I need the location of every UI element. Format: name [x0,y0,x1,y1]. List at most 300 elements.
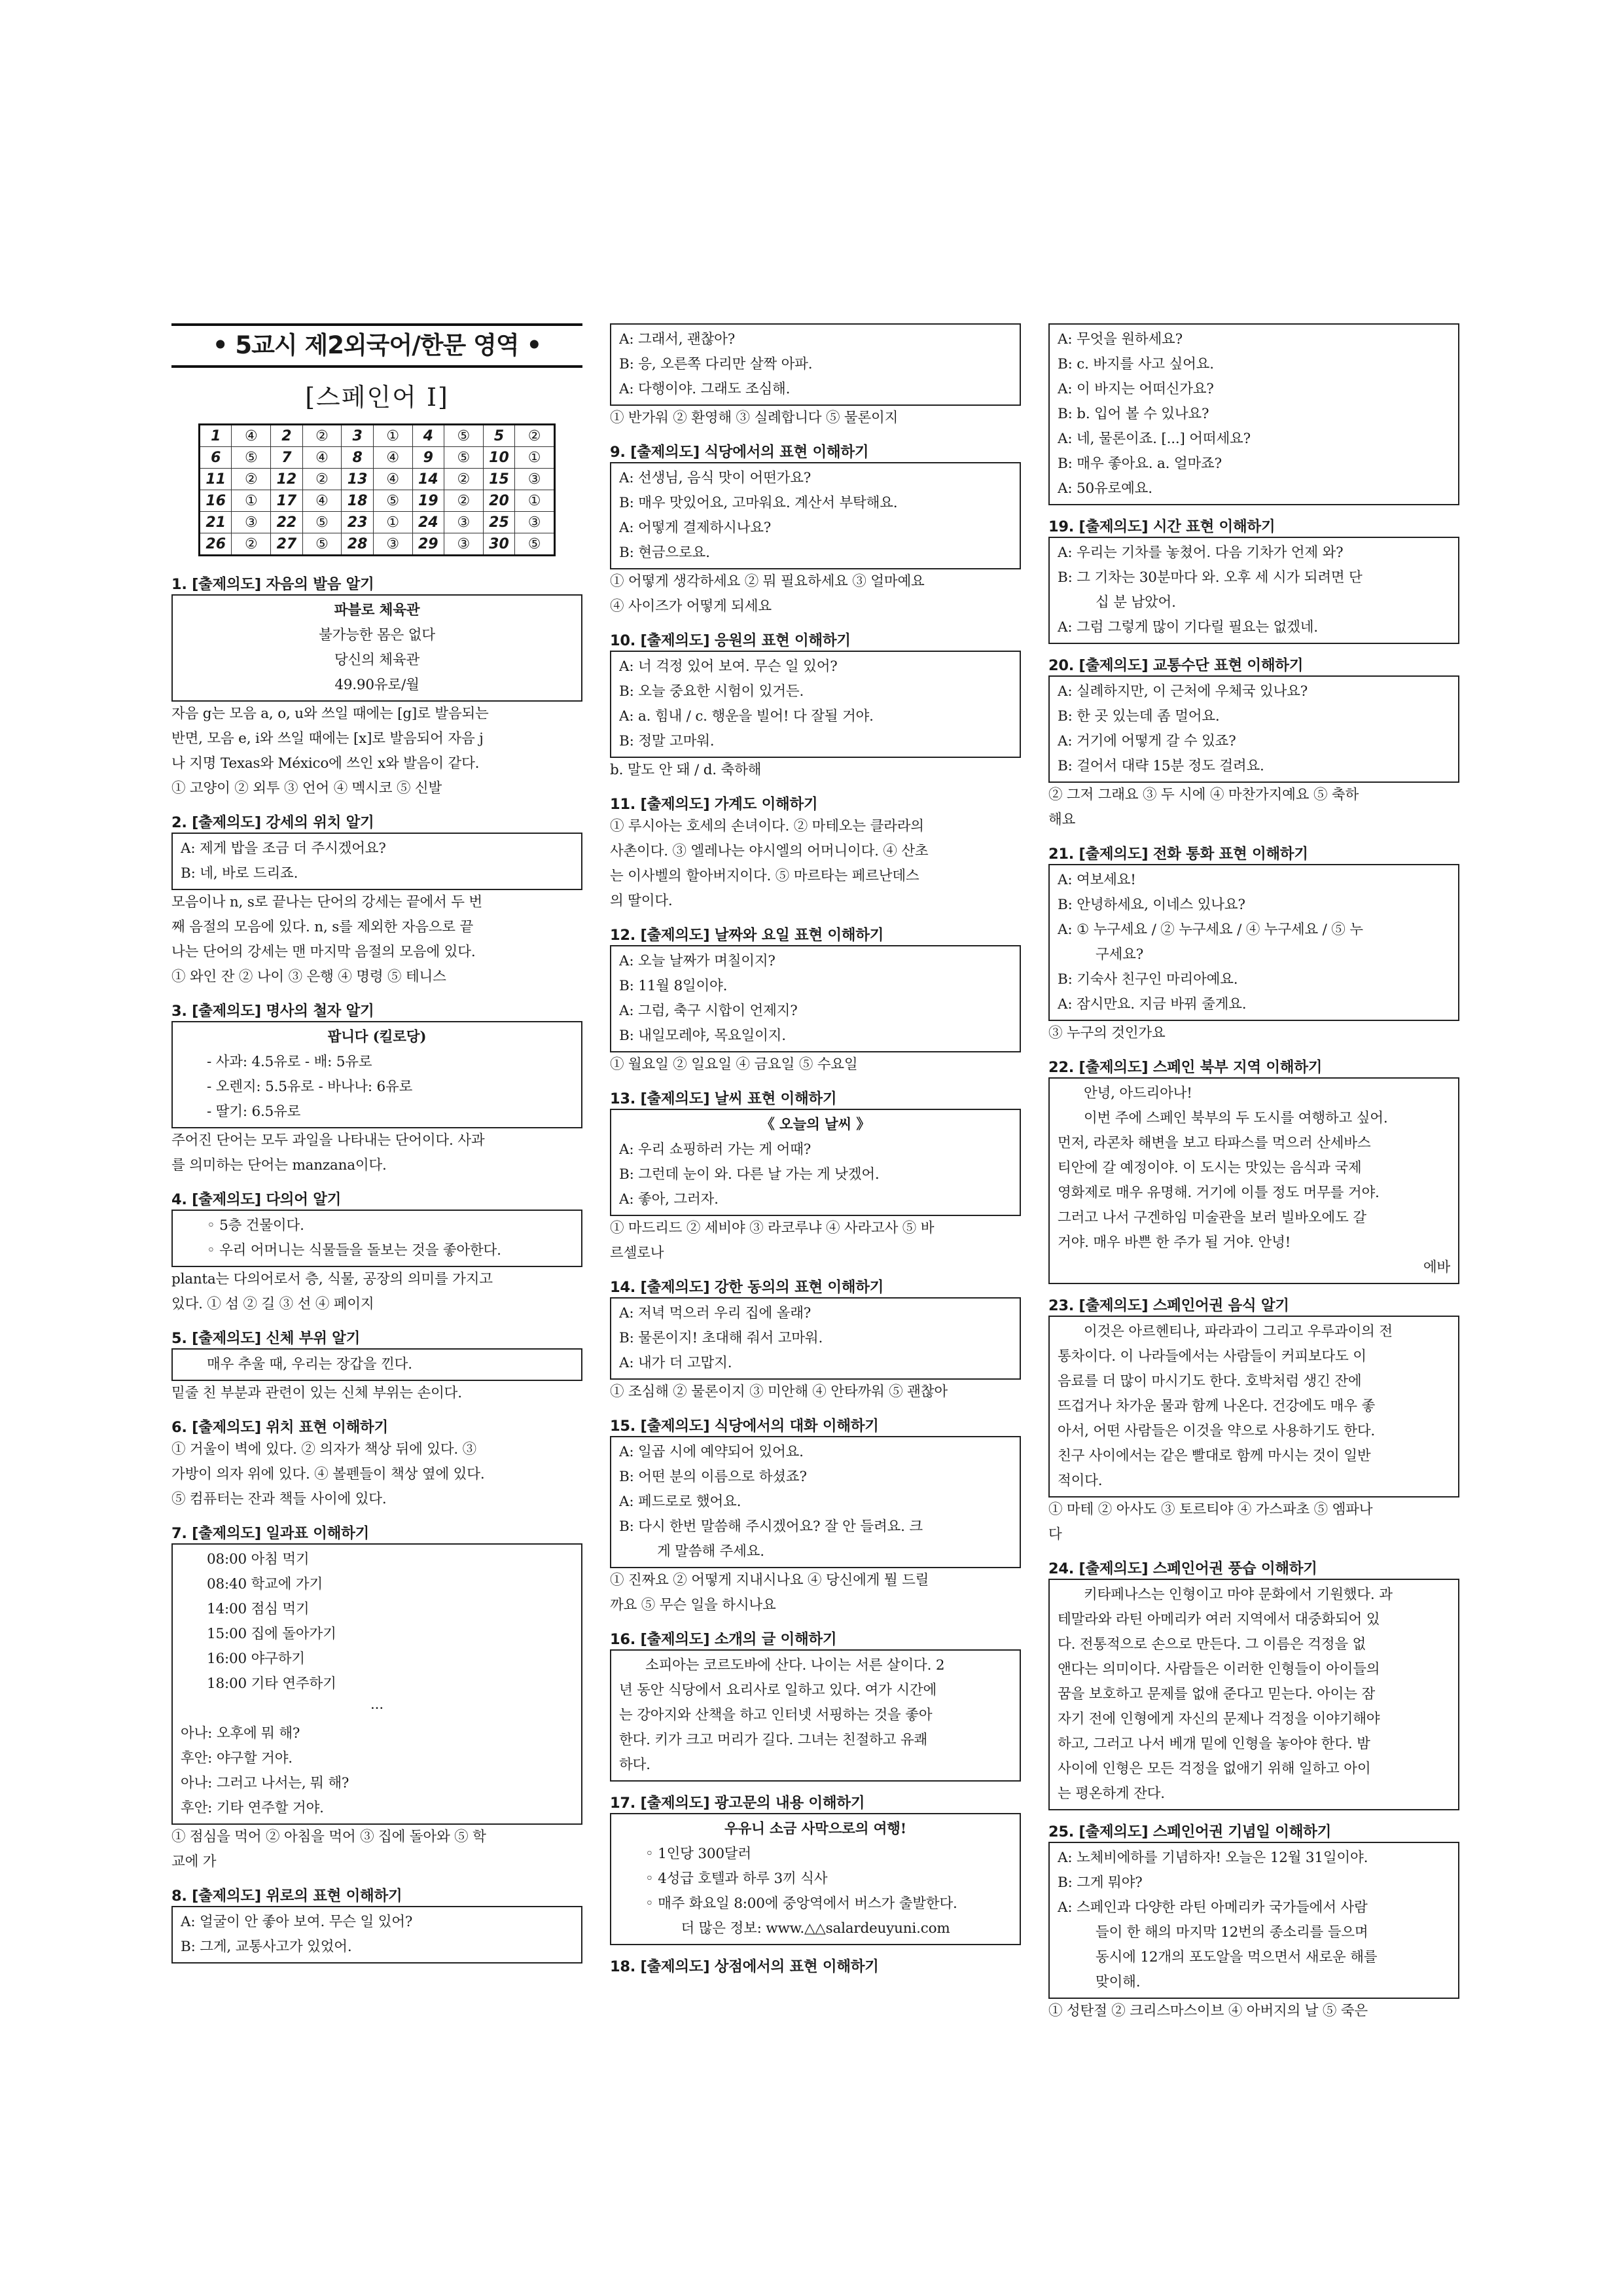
question-number: 8 [342,447,373,469]
passage-line: B: 그게 뭐야? [1058,1874,1143,1891]
passage-box [171,1906,582,1964]
explanation-text [1048,1498,1459,1547]
question-heading: 9. [출제의도] 식당에서의 표현 이해하기 [610,444,869,461]
passage-box [171,1210,582,1267]
passage-line: B: 오늘 중요한 시험이 있거든. [619,683,804,700]
explanation-line: 반면, 모음 e, i와 쓰일 때에는 [x]로 발음되어 자음 j [171,730,484,747]
answer-choice: ① [373,425,412,447]
passage-line: 후안: 야구할 거야. [181,1750,293,1767]
passage-line: ◦ 4성급 호텔과 하루 3끼 식사 [645,1871,828,1887]
passage-line: 소피아는 코르도바에 산다. 나이는 서른 살이다. 2 [645,1657,945,1674]
answer-choice: ⑤ [444,425,484,447]
passage-line: 한다. 키가 크고 머리가 길다. 그녀는 친절하고 유쾌 [619,1732,928,1748]
answer-key-table [198,423,556,556]
passage-line: 팝니다 (킬로당) [327,1029,427,1045]
passage-box [610,945,1021,1052]
passage-line: 다. 전통적으로 손으로 만든다. 그 이름은 걱정을 없 [1058,1636,1366,1653]
explanation-line: 까요 ⑤ 무슨 일을 하시나요 [610,1597,776,1613]
answer-choice: ② [232,469,271,490]
passage-box [171,1021,582,1128]
passage-box [1048,1842,1459,1999]
passage-line: 자기 전에 인형에게 자신의 문제나 걱정을 이야기해야 [1058,1711,1380,1727]
passage-box [1048,1316,1459,1498]
passage-line: 테말라와 라틴 아메리카 여러 지역에서 대중화되어 있 [1058,1611,1380,1628]
passage-line: A: 실례하지만, 이 근처에 우체국 있나요? [1058,683,1308,700]
passage-line: 하고, 그러고 나서 베개 밑에 인형을 놓아야 한다. 밤 [1058,1736,1370,1752]
explanation-line: 는 이사벨의 할아버지이다. ⑤ 마르타는 페르난데스 [610,868,919,884]
passage-line: 파블로 체육관 [334,602,420,619]
passage-box [610,651,1021,758]
passage-box [1048,1077,1459,1284]
explanation-text [610,758,1021,783]
question-heading: 12. [출제의도] 날짜와 요일 표현 이해하기 [610,927,884,944]
spacer [1048,505,1459,517]
explanation-line: 주어진 단어는 모두 과일을 나타내는 단어이다. 사과 [171,1132,485,1149]
explanation-text [1048,1021,1459,1046]
spacer [1048,1046,1459,1058]
passage-line: B: 내일모레야, 목요일이지. [619,1028,786,1044]
answer-choice: ④ [232,425,271,447]
answer-choice: ① [515,447,555,469]
spacer [610,914,1021,925]
passage-line: 15:00 집에 돌아가기 [207,1626,336,1642]
question-number: 21 [200,512,232,533]
explanation-line: 의 딸이다. [610,893,673,909]
passage-line: 영화제로 매우 유명해. 거기에 이틀 정도 머무를 거야. [1058,1185,1380,1201]
explanation-text [171,1267,582,1317]
explanation-line: 다 [1048,1526,1062,1543]
passage-line: A: 일곱 시에 예약되어 있어요. [619,1444,804,1460]
passage-box [171,833,582,890]
passage-line: 들이 한 해의 마지막 12번의 종소리를 들으며 [1096,1924,1368,1941]
passage-line: A: 어떻게 결제하시나요? [619,520,772,536]
question-number: 18 [342,490,373,512]
answer-choice: ⑤ [302,533,342,556]
answer-choice: ② [444,490,484,512]
question-heading: 7. [출제의도] 일과표 이해하기 [171,1525,369,1542]
passage-line: A: 거기에 어떻게 갈 수 있죠? [1058,733,1236,749]
explanation-line: 가방이 의자 위에 있다. ④ 볼펜들이 책상 옆에 있다. [171,1466,485,1482]
question-heading: 6. [출제의도] 위치 표현 이해하기 [171,1419,388,1436]
explanation-text [610,1216,1021,1266]
passage-box [171,1348,582,1381]
answer-choice: ④ [373,447,412,469]
answer-key-row [200,447,555,469]
passage-line: 후안: 기타 연주할 거야. [181,1800,324,1816]
explanation-line: ⑤ 컴퓨터는 잔과 책들 사이에 있다. [171,1491,387,1507]
spacer [1048,644,1459,656]
explanation-line: 해요 [1048,812,1076,828]
question-number: 12 [271,469,302,490]
passage-line: 적이다. [1058,1473,1103,1489]
spacer [1048,1810,1459,1822]
explanation-line: 교에 가 [171,1854,217,1870]
passage-line: 더 많은 정보: www.△△salardeuyuni.com [681,1920,950,1937]
right-column [1048,323,1459,2024]
passage-line: 음료를 더 많이 마시기도 한다. 호박처럼 생긴 잔에 [1058,1373,1362,1390]
passage-line: 아서, 어떤 사람들은 이것을 약으로 사용하기도 한다. [1058,1423,1376,1439]
question-heading: 25. [출제의도] 스페인어권 기념일 이해하기 [1048,1823,1332,1840]
explanation-line: 째 음절의 모음에 있다. n, s를 제외한 자음으로 끝 [171,919,474,935]
column-2-content [610,323,1021,1977]
passage-line: - 오렌지: 5.5유로 - 바나나: 6유로 [207,1079,413,1095]
answer-choice: ② [515,425,555,447]
passage-line: A: 저녁 먹으러 우리 집에 올래? [619,1305,812,1321]
passage-line: 14:00 점심 먹기 [207,1601,310,1617]
explanation-text [610,406,1021,431]
answer-choice: ③ [373,533,412,556]
explanation-line: 나 지명 Texas와 México에 쓰인 x와 발음이 같다. [171,755,480,772]
question-heading: 1. [출제의도] 자음의 발음 알기 [171,576,374,593]
answer-key-row [200,533,555,556]
spacer [610,1077,1021,1089]
explanation-line: 모음이나 n, s로 끝나는 단어의 강세는 끝에서 두 번 [171,894,483,910]
passage-line: B: 그게, 교통사고가 있었어. [181,1939,352,1955]
answer-choice: ② [444,469,484,490]
explanation-line: 나는 단어의 강세는 맨 마지막 음절의 모음에 있다. [171,944,476,960]
spacer [610,1945,1021,1957]
answer-choice: ⑤ [232,447,271,469]
passage-line: A: a. 힘내 / c. 행운을 빌어! 다 잘될 거야. [619,708,874,725]
passage-line: A: 내가 더 고맙지. [619,1355,732,1371]
question-number: 3 [342,425,373,447]
passage-line: 우유니 소금 사막으로의 여행! [724,1821,906,1837]
passage-line: A: 제게 밥을 조금 더 주시겠어요? [181,840,386,857]
explanation-line: ① 고양이 ② 외투 ③ 언어 ④ 멕시코 ⑤ 신발 [171,780,442,797]
explanation-text [171,702,582,801]
passage-line: B: 매우 좋아요. a. 얼마죠? [1058,456,1222,472]
passage-box [610,1813,1021,1945]
question-number: 27 [271,533,302,556]
question-heading: 20. [출제의도] 교통수단 표현 이해하기 [1048,657,1304,674]
explanation-line: ① 성탄절 ② 크리스마스이브 ④ 아버지의 날 ⑤ 죽은 [1048,2003,1368,2019]
passage-line: A: ① 누구세요 / ② 누구세요 / ④ 누구세요 / ⑤ 누 [1058,922,1363,938]
passage-line: B: 기숙사 친구인 마리아예요. [1058,971,1238,988]
passage-line: A: 우리 쇼핑하러 가는 게 어때? [619,1141,812,1158]
answer-choice: ③ [444,533,484,556]
spacer [171,990,582,1001]
answer-choice: ① [373,512,412,533]
passage-box [1048,323,1459,505]
answer-choice: ① [515,490,555,512]
passage-line: A: 잠시만요. 지금 바꿔 줄게요. [1058,996,1247,1013]
passage-line: A: 그럼, 축구 시합이 언제지? [619,1003,798,1019]
passage-line: 동시에 12개의 포도알을 먹으면서 새로운 해를 [1096,1949,1378,1965]
question-heading: 21. [출제의도] 전화 통화 표현 이해하기 [1048,846,1308,863]
passage-line: 구세요? [1096,946,1144,963]
question-heading: 14. [출제의도] 강한 동의의 표현 이해하기 [610,1279,884,1296]
question-number: 16 [200,490,232,512]
spacer [610,1782,1021,1793]
passage-line: 년 동안 식당에서 요리사로 일하고 있다. 여가 시간에 [619,1682,937,1698]
spacer [610,783,1021,795]
passage-line: B: 어떤 분의 이름으로 하셨죠? [619,1469,807,1485]
answer-choice: ③ [232,512,271,533]
passage-line: 당신의 체육관 [334,652,420,668]
explanation-line: ① 와인 잔 ② 나이 ③ 은행 ④ 명령 ⑤ 테니스 [171,969,446,985]
middle-column [610,323,1021,1977]
passage-line: 키타페나스는 인형이고 마야 문화에서 기원했다. 과 [1084,1587,1393,1603]
answer-key-row [200,425,555,447]
passage-line: ··· [370,1700,383,1717]
spacer [610,1405,1021,1416]
spacer [171,1406,582,1418]
explanation-line: b. 말도 안 돼 / d. 축하해 [610,762,762,778]
passage-line: 《 오늘의 날씨 》 [760,1117,870,1133]
spacer [610,431,1021,442]
passage-line: 먼저, 라콘차 해변을 보고 타파스를 먹으러 산세바스 [1058,1135,1371,1151]
question-number: 30 [483,533,514,556]
passage-line: 08:00 아침 먹기 [207,1551,310,1568]
passage-line: A: 이 바지는 어떠신가요? [1058,381,1214,397]
explanation-line: 자음 g는 모음 a, o, u와 쓰일 때에는 [g]로 발음되는 [171,706,489,722]
explanation-text [171,1437,582,1512]
passage-line: - 딸기: 6.5유로 [207,1103,301,1120]
answer-choice: ④ [302,447,342,469]
question-number: 17 [271,490,302,512]
passage-line: ◦ 5층 건물이다. [207,1217,304,1234]
question-heading: 24. [출제의도] 스페인어권 풍습 이해하기 [1048,1560,1317,1577]
passage-line: A: 좋아, 그러자. [619,1191,719,1208]
explanation-line: 밑줄 친 부분과 관련이 있는 신체 부위는 손이다. [171,1385,462,1401]
passage-line: 안녕, 아드리아나! [1084,1085,1192,1102]
passage-line: B: 걸어서 대략 15분 정도 걸려요. [1058,758,1264,774]
passage-line: B: 한 곳 있는데 좀 멀어요. [1058,708,1220,725]
spacer [171,1874,582,1886]
question-number: 5 [483,425,514,447]
question-heading: 10. [출제의도] 응원의 표현 이해하기 [610,632,851,649]
passage-box [1048,675,1459,783]
explanation-line: ③ 누구의 것인가요 [1048,1025,1166,1041]
question-number: 26 [200,533,232,556]
passage-line: A: 너 걱정 있어 보여. 무슨 일 있어? [619,658,838,675]
passage-line: 십 분 남았어. [1096,594,1176,611]
passage-line: A: 스페인과 다양한 라틴 아메리카 국가들에서 사람 [1058,1899,1368,1916]
question-number: 22 [271,512,302,533]
passage-line: B: 그 기차는 30분마다 와. 오후 세 시가 되려면 단 [1058,569,1363,586]
answer-key-row [200,490,555,512]
passage-line: 16:00 야구하기 [207,1651,305,1667]
passage-box [610,1649,1021,1782]
passage-line: ◦ 매주 화요일 8:00에 중앙역에서 버스가 출발한다. [645,1895,957,1912]
question-heading: 23. [출제의도] 스페인어권 음식 알기 [1048,1297,1289,1314]
passage-box [610,1297,1021,1380]
passage-line: B: 11월 8일이야. [619,978,728,994]
question-heading: 2. [출제의도] 강세의 위치 알기 [171,814,374,831]
explanation-line: 있다. ① 섬 ② 길 ③ 선 ④ 페이지 [171,1296,374,1312]
question-heading: 19. [출제의도] 시간 표현 이해하기 [1048,518,1275,535]
question-number: 4 [412,425,444,447]
answer-choice: ③ [515,512,555,533]
question-heading: 15. [출제의도] 식당에서의 대화 이해하기 [610,1418,879,1435]
passage-line: B: 매우 맛있어요, 고마워요. 계산서 부탁해요. [619,495,898,511]
passage-line: B: 물론이지! 초대해 줘서 고마워. [619,1330,823,1346]
passage-line: 아나: 그러고 나서는, 뭐 해? [181,1775,349,1791]
passage-box [1048,864,1459,1021]
explanation-line: 사촌이다. ③ 엘레나는 야시엘의 어머니이다. ④ 산초 [610,843,929,859]
passage-line: 그러고 나서 구겐하임 미술관을 보러 빌바오에도 갈 [1058,1210,1366,1226]
passage-line: 사이에 인형은 모든 걱정을 없애기 위해 일하고 아이 [1058,1761,1371,1777]
spacer [1048,833,1459,844]
passage-line: 에바 [1423,1259,1450,1276]
passage-line: 티안에 갈 예정이야. 이 도시는 맛있는 음식과 국제 [1058,1160,1362,1176]
explanation-text [610,1568,1021,1618]
explanation-text [171,1381,582,1406]
explanation-line: ① 월요일 ② 일요일 ④ 금요일 ⑤ 수요일 [610,1056,858,1073]
question-number: 19 [412,490,444,512]
passage-line: A: 선생님, 음식 맛이 어떤가요? [619,470,812,486]
explanation-line: planta는 다의어로서 층, 식물, 공장의 의미를 가지고 [171,1271,493,1287]
passage-line: 친구 사이에서는 같은 빨대로 함께 마시는 것이 일반 [1058,1448,1371,1464]
passage-line: 49.90유로/월 [334,677,419,693]
passage-line: 08:40 학교에 가기 [207,1576,323,1592]
passage-box [171,1543,582,1825]
passage-line: B: 정말 고마워. [619,733,715,749]
explanation-text [171,1825,582,1874]
explanation-line: ① 거울이 벽에 있다. ② 의자가 책상 뒤에 있다. ③ [171,1441,476,1458]
passage-line: B: 안녕하세요, 이네스 있나요? [1058,897,1245,913]
passage-line: A: 그럼 그렇게 많이 기다릴 필요는 없겠네. [1058,619,1318,636]
passage-line: 앤다는 의미이다. 사람들은 이러한 인형들이 아이들의 [1058,1661,1380,1677]
question-number: 14 [412,469,444,490]
passage-line: 이것은 아르헨티나, 파라과이 그리고 우루과이의 전 [1084,1323,1393,1340]
passage-line: B: 그런데 눈이 와. 다른 날 가는 게 낫겠어. [619,1166,880,1183]
explanation-line: ④ 사이즈가 어떻게 되세요 [610,598,772,615]
spacer [171,1317,582,1329]
explanation-line: ① 마드리드 ② 세비야 ③ 라코루냐 ④ 사라고사 ⑤ 바 [610,1220,935,1236]
spacer [610,1618,1021,1630]
passage-line: 뜨겁거나 차가운 물과 함께 나온다. 건강에도 매우 좋 [1058,1398,1376,1414]
question-heading: 4. [출제의도] 다의어 알기 [171,1191,342,1208]
passage-line: 맞이해. [1096,1974,1141,1990]
question-heading: 13. [출제의도] 날씨 표현 이해하기 [610,1090,837,1107]
answer-choice: ⑤ [515,533,555,556]
passage-line: 아나: 오후에 뭐 해? [181,1725,300,1742]
question-number: 20 [483,490,514,512]
question-number: 10 [483,447,514,469]
passage-line: A: 그래서, 괜찮아? [619,331,736,348]
passage-box [171,594,582,702]
passage-line: 이번 주에 스페인 북부의 두 도시를 여행하고 싶어. [1084,1110,1388,1126]
passage-line: 게 말씀해 주세요. [657,1543,764,1560]
passage-line: A: 여보세요! [1058,872,1136,888]
question-number: 24 [412,512,444,533]
passage-box [1048,537,1459,644]
answer-choice: ⑤ [444,447,484,469]
explanation-text [610,1052,1021,1077]
passage-box [610,1436,1021,1568]
passage-line: A: 다행이야. 그래도 조심해. [619,381,791,397]
spacer [1048,1284,1459,1296]
passage-line: A: 페드로로 했어요. [619,1494,741,1510]
explanation-line: ① 루시아는 호세의 손녀이다. ② 마테오는 클라라의 [610,818,924,834]
passage-line: 는 강아지와 산책을 하고 인터넷 서핑하는 것을 좋아 [619,1707,933,1723]
question-number: 6 [200,447,232,469]
question-heading: 18. [출제의도] 상점에서의 표현 이해하기 [610,1958,879,1975]
spacer [171,1178,582,1190]
question-number: 15 [483,469,514,490]
explanation-line: ① 반가워 ② 환영해 ③ 실례합니다 ⑤ 물론이지 [610,410,899,426]
question-number: 7 [271,447,302,469]
answer-choice: ⑤ [302,512,342,533]
question-number: 13 [342,469,373,490]
question-number: 9 [412,447,444,469]
passage-line: 18:00 기타 연주하기 [207,1676,336,1692]
answer-choice: ③ [515,469,555,490]
column-3-content [1048,323,1459,2024]
explanation-text [171,890,582,990]
explanation-text [610,1380,1021,1405]
passage-line: ◦ 우리 어머니는 식물들을 돌보는 것을 좋아한다. [207,1242,501,1259]
passage-line: 꿈을 보호하고 문제를 없애 준다고 믿는다. 아이는 잠 [1058,1686,1376,1702]
explanation-text [610,814,1021,914]
left-column [171,323,582,1964]
explanation-line: ① 마테 ② 아사도 ③ 토르티야 ④ 가스파초 ⑤ 엠파나 [1048,1501,1373,1518]
answer-choice: ② [232,533,271,556]
explanation-text [1048,783,1459,833]
question-number: 25 [483,512,514,533]
question-number: 11 [200,469,232,490]
passage-line: A: 얼굴이 안 좋아 보여. 무슨 일 있어? [181,1914,413,1930]
passage-line: A: 우리는 기차를 놓쳤어. 다음 기차가 언제 와? [1058,545,1344,561]
explanation-line: 르셀로나 [610,1245,664,1261]
answer-choice: ② [302,469,342,490]
spacer [1048,1547,1459,1559]
passage-line: 하다. [619,1757,651,1773]
passage-line: B: b. 입어 볼 수 있나요? [1058,406,1209,422]
spacer [610,1266,1021,1278]
spacer [171,801,582,813]
question-heading: 17. [출제의도] 광고문의 내용 이해하기 [610,1795,865,1812]
spacer [610,619,1021,631]
subject-title: [스페인어 Ⅰ] [305,383,449,412]
question-heading: 3. [출제의도] 명사의 철자 알기 [171,1003,374,1020]
explanation-line: 를 의미하는 단어는 manzana이다. [171,1157,387,1174]
question-heading: 22. [출제의도] 스페인 북부 지역 이해하기 [1048,1059,1323,1076]
explanation-text [610,569,1021,619]
passage-line: - 사과: 4.5유로 - 배: 5유로 [207,1054,372,1070]
column-1-content [171,575,582,1964]
passage-line: 는 평온하게 잔다. [1058,1785,1165,1802]
question-number: 2 [271,425,302,447]
explanation-text [171,1128,582,1178]
passage-line: B: c. 바지를 사고 싶어요. [1058,356,1214,372]
explanation-line: ① 조심해 ② 물론이지 ③ 미안해 ④ 안타까워 ⑤ 괜찮아 [610,1384,948,1400]
answer-key-row [200,512,555,533]
answer-choice: ④ [373,469,412,490]
answer-choice: ① [232,490,271,512]
question-heading: 5. [출제의도] 신체 부위 알기 [171,1330,361,1347]
explanation-line: ① 진짜요 ② 어떻게 지내시나요 ④ 당신에게 뭘 드릴 [610,1572,929,1588]
question-number: 1 [200,425,232,447]
passage-line: 불가능한 몸은 없다 [319,627,435,643]
passage-line: ◦ 1인당 300달러 [645,1846,751,1862]
explanation-line: ① 점심을 먹어 ② 아침을 먹어 ③ 집에 돌아와 ⑤ 학 [171,1829,486,1845]
passage-box [610,462,1021,569]
passage-line: 매우 추울 때, 우리는 장갑을 낀다. [207,1356,412,1372]
passage-box [610,1109,1021,1216]
passage-line: A: 네, 물론이죠. [...] 어떠세요? [1058,431,1251,447]
question-number: 23 [342,512,373,533]
passage-line: 거야. 매우 바쁜 한 주가 될 거야. 안녕! [1058,1234,1291,1251]
explanation-line: ② 그저 그래요 ③ 두 시에 ④ 마찬가지예요 ⑤ 축하 [1048,787,1359,803]
answer-key-row [200,469,555,490]
passage-line: A: 50유로예요. [1058,480,1152,497]
explanation-text [1048,1999,1459,2024]
passage-box [610,323,1021,406]
question-heading: 16. [출제의도] 소개의 글 이해하기 [610,1631,837,1648]
spacer [171,1512,582,1524]
